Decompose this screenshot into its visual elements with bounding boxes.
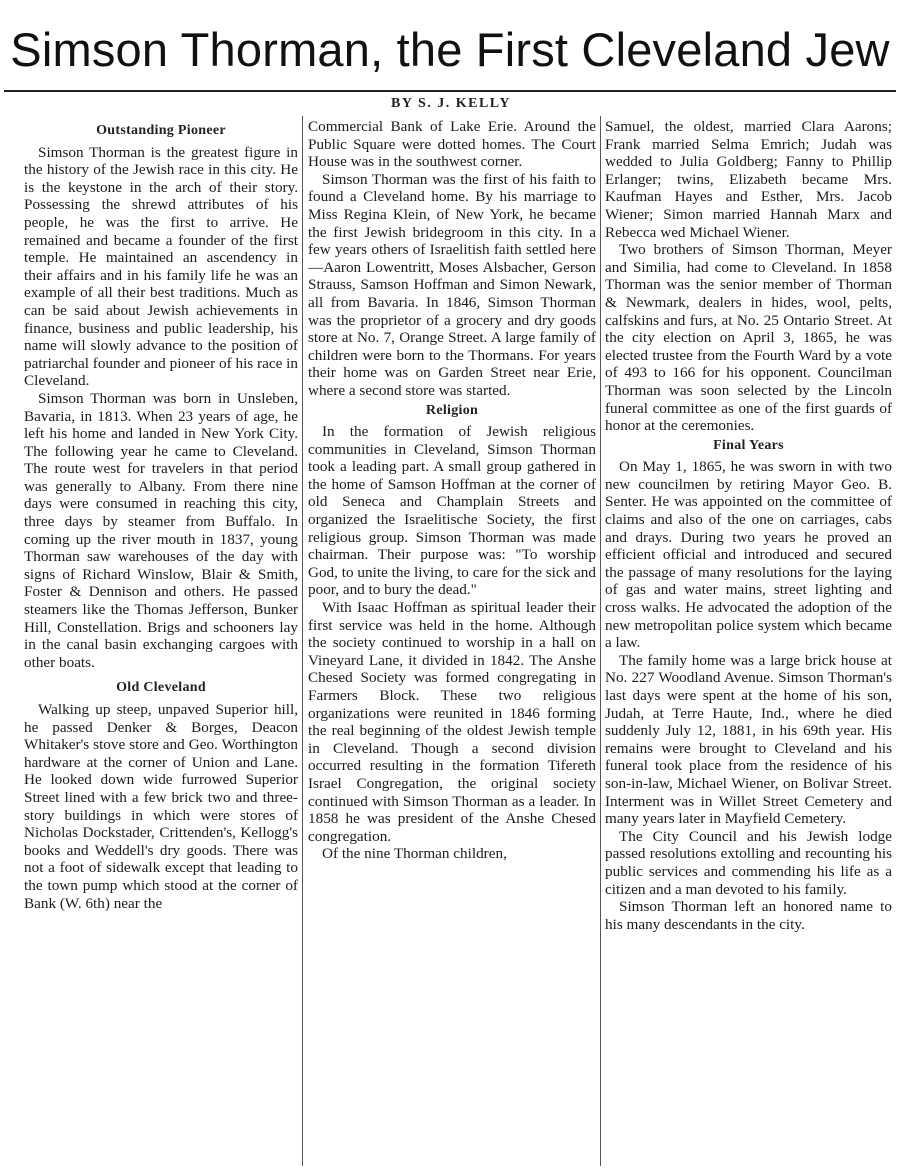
paragraph: Simson Thorman left an honored name to his many descendants in the city. [605,898,892,933]
paragraph: Two brothers of Simson Thorman, Meyer and Similia, had come to Cleveland. In 1858 Thorman was the senior member of Thorman & Newmark, dealers in hides, wool, pelts, calfskins and furs, at No. 25 Ontario Street. At the city election on April 3, 1865, he was elected trustee from the Fourth Ward by a vote of 493 to 166 for his opponent. Councilman Thorman was soon selected by the Lincoln funeral committee as one of the first guards of honor at the ceremonies. [605,241,892,435]
paragraph: Walking up steep, unpaved Superior hill, he passed Denker & Borges, Deacon Whitaker's stove store and Geo. Worthington hardware at the corner of Union and Lane. He looked down wide furrowed Superior Street lined with a few brick two and three-story buildings in which were stores of Nicholas Dockstader, Crittenden's, Kellogg's books and Weddell's dry goods. There was not a foot of sidewalk except that leading to the town pump which stood at the corner of Bank (W. 6th) near the [24,701,298,912]
paragraph: On May 1, 1865, he was sworn in with two new councilmen by retiring Mayor Geo. B. Senter. He was appointed on the committee of claims and also of the one on carriages, cabs and drays. During two years he proved an efficient official and introduced and secured the passage of many resolutions for the laying of gas and water mains, street lighting and cross walks. He advocated the adoption of the new metropolitan police system which became a law. [605,458,892,652]
paragraph: Commercial Bank of Lake Erie. Around the Public Square were dotted homes. The Court House was in the southwest corner. [308,118,596,171]
paragraph: With Isaac Hoffman as spiritual leader their first service was held in the home. Although the society continued to worship in a hall on Vineyard Lane, it divided in 1842. The Anshe Chesed Society was formed congregating in Farmers Block. These two religious organizations were reunited in 1846 forming the real beginning of the oldest Jewish temple in Cleveland. Though a second division occurred resulting in the formation Tifereth Israel Congregation, the original society continued with Simson Thorman as a leader. In 1858 he was president of the Anshe Chesed congregation. [308,599,596,845]
paragraph: Of the nine Thorman children, [322,845,507,863]
subhead-final-years: Final Years [713,437,784,453]
headline: Simson Thorman, the First Cleveland Jew [10,23,890,76]
headline-rule [4,90,896,92]
column-divider-1 [302,116,303,1166]
paragraph: In the formation of Jewish religious communities in Cleveland, Simson Thorman took a leading part. A small group gathered in the home of Samson Hoffman at the corner of old Seneca and Champlain Streets and organized the Israelitische Society, the first religious group. Simson Thorman was made chairman. Their purpose was: "To worship God, to unite the living, to care for the sick and poor, and to bury the dead." [308,423,596,599]
paragraph: Simson Thorman is the greatest figure in the history of the Jewish race in this city. He is the keystone in the arch of their story. Possessing the shrewd attributes of his people, he was the first to arrive. He remained and became a founder of the first temple. He maintained an ascendency in their affairs and in his family life he was an example of all their best traditions. Much as can be said about Jewish achievements in finance, business and public leadership, his name will slowly advance to the position of patriarchal founder and pioneer of his race in Cleveland. [24,143,298,390]
column-3 [605,118,892,933]
subhead-outstanding-pioneer: Outstanding Pioneer [96,123,226,138]
column-divider-2 [600,116,601,1166]
column-2 [308,118,596,863]
paragraph: Simson Thorman was the first of his faith to found a Cleveland home. By his marriage to Miss Regina Klein, of New York, he became the first Jewish bridegroom in this city. In a few years others of Israelitish faith settled here—Aaron Lowentritt, Moses Alsbacher, Gerson Strauss, Samson Hoffman and Simon Newark, all from Bavaria. In 1846, Simson Thorman was the proprietor of a grocery and dry goods store at No. 7, Orange Street. A large family of children were born to the Thormans. For years their home was on Garden Street near Erie, where a second store was started. [308,170,596,399]
paragraph: Simson Thorman was born in Unsleben, Bavaria, in 1813. When 23 years of age, he left his home and landed in New York City. The following year he came to Cleveland. The route west for travelers in that period was generally to Albany. From there nine days were consumed in reaching this city, three days by steamer from Buffalo. In coming up the river mouth in 1837, young Thorman saw warehouses of the day with signs of Richard Winslow, Blair & Smith, Foster & Dennison and others. He passed steamers like the Thomas Jefferson, Bunker Hill, Constellation. Brigs and schooners lay in the canal basin exchanging cargoes with other boats. [24,389,298,671]
byline: BY S. J. KELLY [391,96,511,111]
subhead-religion: Religion [425,402,479,418]
subhead-old-cleveland: Old Cleveland [116,680,206,696]
paragraph: The family home was a large brick house at No. 227 Woodland Avenue. Simson Thorman's last days were spent at the home of his son, Judah, at Terre Haute, Ind., where he died suddenly July 12, 1881, in his 69th year. His remains were brought to Cleveland and his funeral took place from the residence of his son-in-law, Michael Wiener, on Bolivar Street. Interment was in Willet Street Cemetery and many years later in Mayfield Cemetery. [605,651,892,828]
paragraph: The City Council and his Jewish lodge passed resolutions extolling and recounting his public services and commending his life as a citizen and a man devoted to his family. [605,827,892,898]
column-1 [24,120,298,912]
paragraph: Samuel, the oldest, married Clara Aarons; Frank married Selma Emrich; Judah was wedded to Julia Goldberg; Fanny to Phillip Erlanger; twins, Elizabeth became Mrs. Kaufman Hayes and Esther, Mrs. Jacob Wiener; Simon married Hannah Marx and Rebecca wed Michael Wiener. [605,118,892,241]
